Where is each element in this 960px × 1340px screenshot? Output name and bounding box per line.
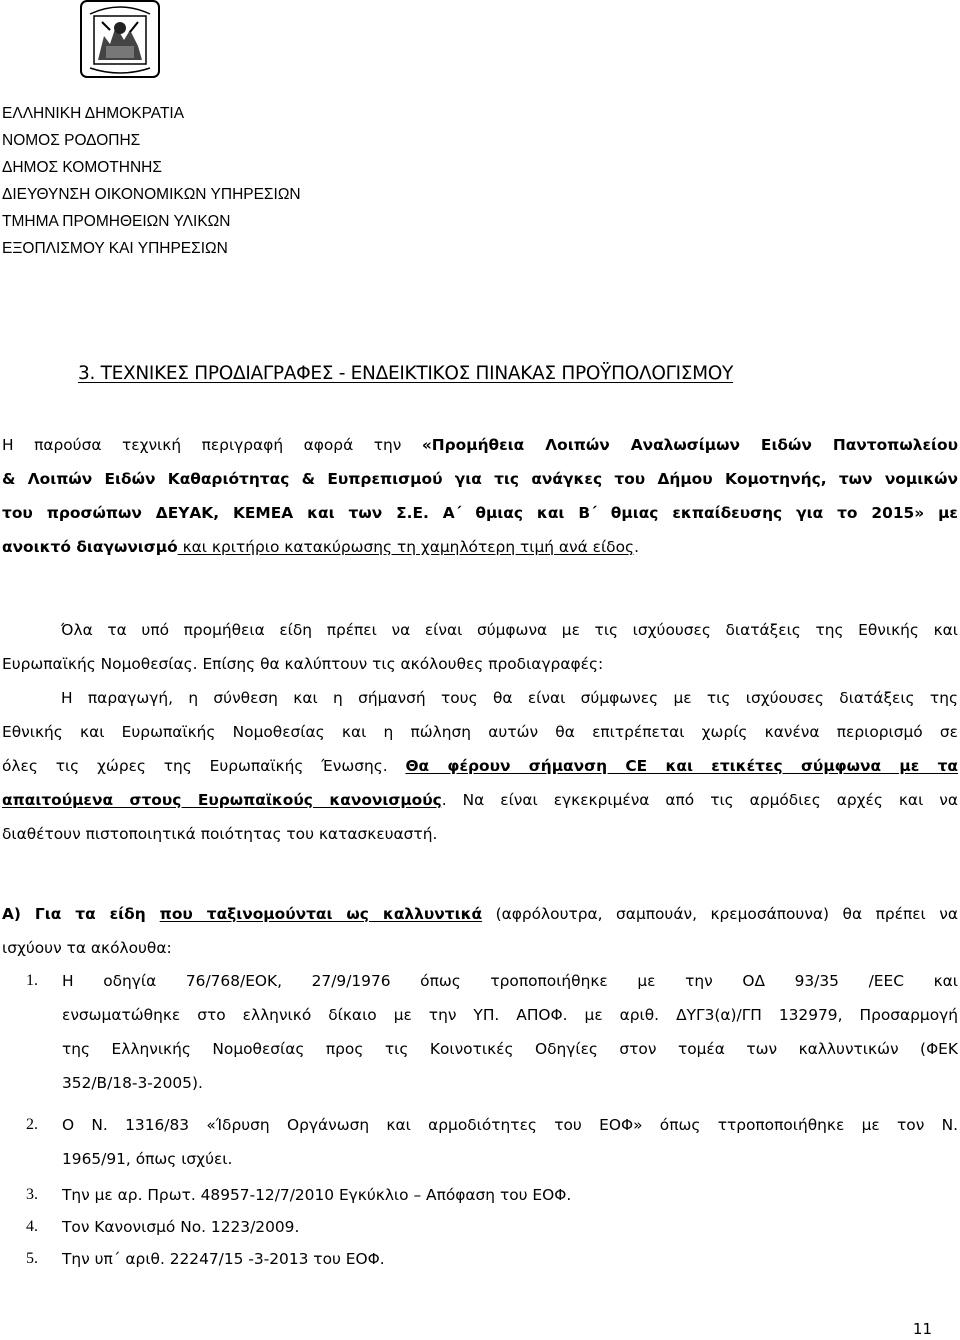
header-line: ΕΛΛΗΝΙΚΗ ΔΗΜΟΚΡΑΤΙΑ xyxy=(2,105,185,122)
list-number: 5. xyxy=(26,1250,38,1267)
compliance-line-2: Ευρωπαϊκής Νομοθεσίας. Επίσης θα καλύπτουν τις ακόλουθες προδιαγραφές: xyxy=(2,655,604,673)
list-number: 4. xyxy=(26,1218,38,1235)
intro-subject-cont: του προσώπων ΔΕΥΑΚ, ΚΕΜΕΑ και των Σ.Ε. Α΄ θμιας και Β΄ θμιας εκπαίδευσης για το 2015» με xyxy=(2,504,958,522)
section-title: 3. ΤΕΧΝΙΚΕΣ ΠΡΟΔΙΑΓΡΑΦΕΣ - ΕΝΔΕΙΚΤΙΚΟΣ ΠΙΝΑΚΑΣ ΠΡΟΫΠΟΛΟΓΙΣΜΟΥ xyxy=(78,363,734,384)
intro-line-2 xyxy=(2,462,958,496)
compliance-text: . Να είναι εγκεκριμένα από τις αρμόδιες αρχές και να xyxy=(441,791,958,809)
cosmetics-heading: Α) Για τα είδη xyxy=(2,905,160,923)
compliance-line-3: Η παραγωγή, η σύνθεση και η σήμανσή τους θα είναι σύμφωνες με τις ισχύουσες διατάξεις της xyxy=(61,689,958,707)
list-item xyxy=(20,1178,958,1212)
award-criterion: και κριτήριο κατακύρωσης τη χαμηλότερη τιμή ανά είδος xyxy=(177,538,635,556)
header-line: ΝΟΜΟΣ ΡΟΔΟΠΗΣ xyxy=(2,132,141,149)
procedure-type: ανοικτό διαγωνισμό xyxy=(2,538,178,556)
list-line: της Ελληνικής Νομοθεσίας προς τις Κοινοτικές Οδηγίες στον τομέα των καλλυντικών (ΦΕΚ xyxy=(62,1040,958,1058)
compliance-line-4: Εθνικής και Ευρωπαϊκής Νομοθεσίας και η πώληση αυτών θα επιτρέπεται χωρίς κανένα περιορισμό σε xyxy=(2,723,958,741)
compliance-text: όλες τις χώρες της Ευρωπαϊκής Ένωσης. xyxy=(2,757,406,775)
cosmetics-line-1 xyxy=(2,897,958,931)
intro-line-3 xyxy=(2,496,958,530)
compliance-line-5 xyxy=(2,749,958,783)
period: . xyxy=(634,538,639,556)
header-line: ΔΙΕΥΘΥΝΣΗ ΟΙΚΟΝΟΜΙΚΩΝ ΥΠΗΡΕΣΙΩΝ xyxy=(2,186,301,203)
municipal-seal-icon xyxy=(80,0,160,78)
list-line: Η οδηγία 76/768/ΕΟΚ, 27/9/1976 όπως τροποποιήθηκε με την ΟΔ 93/35 /ΕΕC και xyxy=(62,972,958,990)
regulations-list xyxy=(20,964,958,1276)
intro-subject-cont: & Λοιπών Ειδών Καθαριότητας & Ευπρεπισμού για τις ανάγκες του Δήμου Κομοτηνής, των νομικών xyxy=(2,470,958,488)
list-number: 2. xyxy=(26,1116,38,1133)
cosmetics-line-2: ισχύουν τα ακόλουθα: xyxy=(2,939,172,957)
list-line: Την με αρ. Πρωτ. 48957-12/7/2010 Εγκύκλιο – Απόφαση του ΕΟΦ. xyxy=(62,1186,572,1204)
list-item xyxy=(20,1108,958,1176)
ce-marking-requirement-cont: απαιτούμενα στους Ευρωπαϊκούς κανονισμούς xyxy=(2,791,442,809)
intro-line-4 xyxy=(2,530,958,564)
ce-marking-requirement: Θα φέρουν σήμανση CE και ετικέτες σύμφωνα με τα xyxy=(405,757,958,775)
list-number: 1. xyxy=(26,972,38,989)
header-line: ΔΗΜΟΣ ΚΟΜΟΤΗΝΗΣ xyxy=(2,159,162,176)
list-item xyxy=(20,1210,958,1244)
page-number: 11 xyxy=(912,1320,932,1338)
list-line: 352/Β/18-3-2005). xyxy=(62,1074,203,1092)
list-line: 1965/91, όπως ισχύει. xyxy=(62,1150,233,1168)
intro-paragraph xyxy=(2,428,958,564)
issuer-header xyxy=(2,100,301,262)
cosmetics-paragraph xyxy=(2,897,958,965)
cosmetics-text: (αφρόλουτρα, σαμπουάν, κρεμοσάπουνα) θα πρέπει να xyxy=(482,905,958,923)
intro-line-1 xyxy=(2,428,958,462)
header-line: ΤΜΗΜΑ ΠΡΟΜΗΘΕΙΩΝ ΥΛΙΚΩΝ xyxy=(2,213,231,230)
list-line: Ο Ν. 1316/83 «Ίδρυση Οργάνωση και αρμοδιότητες του ΕΟΦ» όπως ττροποποιήθηκε με τον Ν. xyxy=(62,1116,958,1134)
list-line: ενσωματώθηκε στο ελληνικό δίκαιο με την ΥΠ. ΑΠΟΦ. με αριθ. ΔΥΓ3(α)/ΓΠ 132979, Προσαρμογή xyxy=(62,1006,958,1024)
list-item xyxy=(20,1242,958,1276)
cosmetics-heading-underlined: που ταξινομούνται ως καλλυντικά xyxy=(159,905,483,923)
intro-text: Η παρούσα τεχνική περιγραφή αφορά την xyxy=(2,436,422,454)
header-line: ΕΞΟΠΛΙΣΜΟΥ ΚΑΙ ΥΠΗΡΕΣΙΩΝ xyxy=(2,240,228,257)
compliance-line-6 xyxy=(2,783,958,817)
intro-subject: «Προμήθεια Λοιπών Αναλωσίμων Ειδών Παντοπωλείου xyxy=(421,436,958,454)
list-line: Τον Κανονισμό Νο. 1223/2009. xyxy=(62,1218,300,1236)
list-line: Την υπ΄ αριθ. 22247/15 -3-2013 του ΕΟΦ. xyxy=(62,1250,385,1268)
compliance-paragraph xyxy=(2,613,958,851)
list-item xyxy=(20,964,958,1100)
list-number: 3. xyxy=(26,1186,38,1203)
compliance-line-7: διαθέτουν πιστοποιητικά ποιότητας του κατασκευαστή. xyxy=(2,825,438,843)
compliance-line-1: Όλα τα υπό προμήθεια είδη πρέπει να είναι σύμφωνα με τις ισχύουσες διατάξεις της Εθνικής και xyxy=(61,621,958,639)
